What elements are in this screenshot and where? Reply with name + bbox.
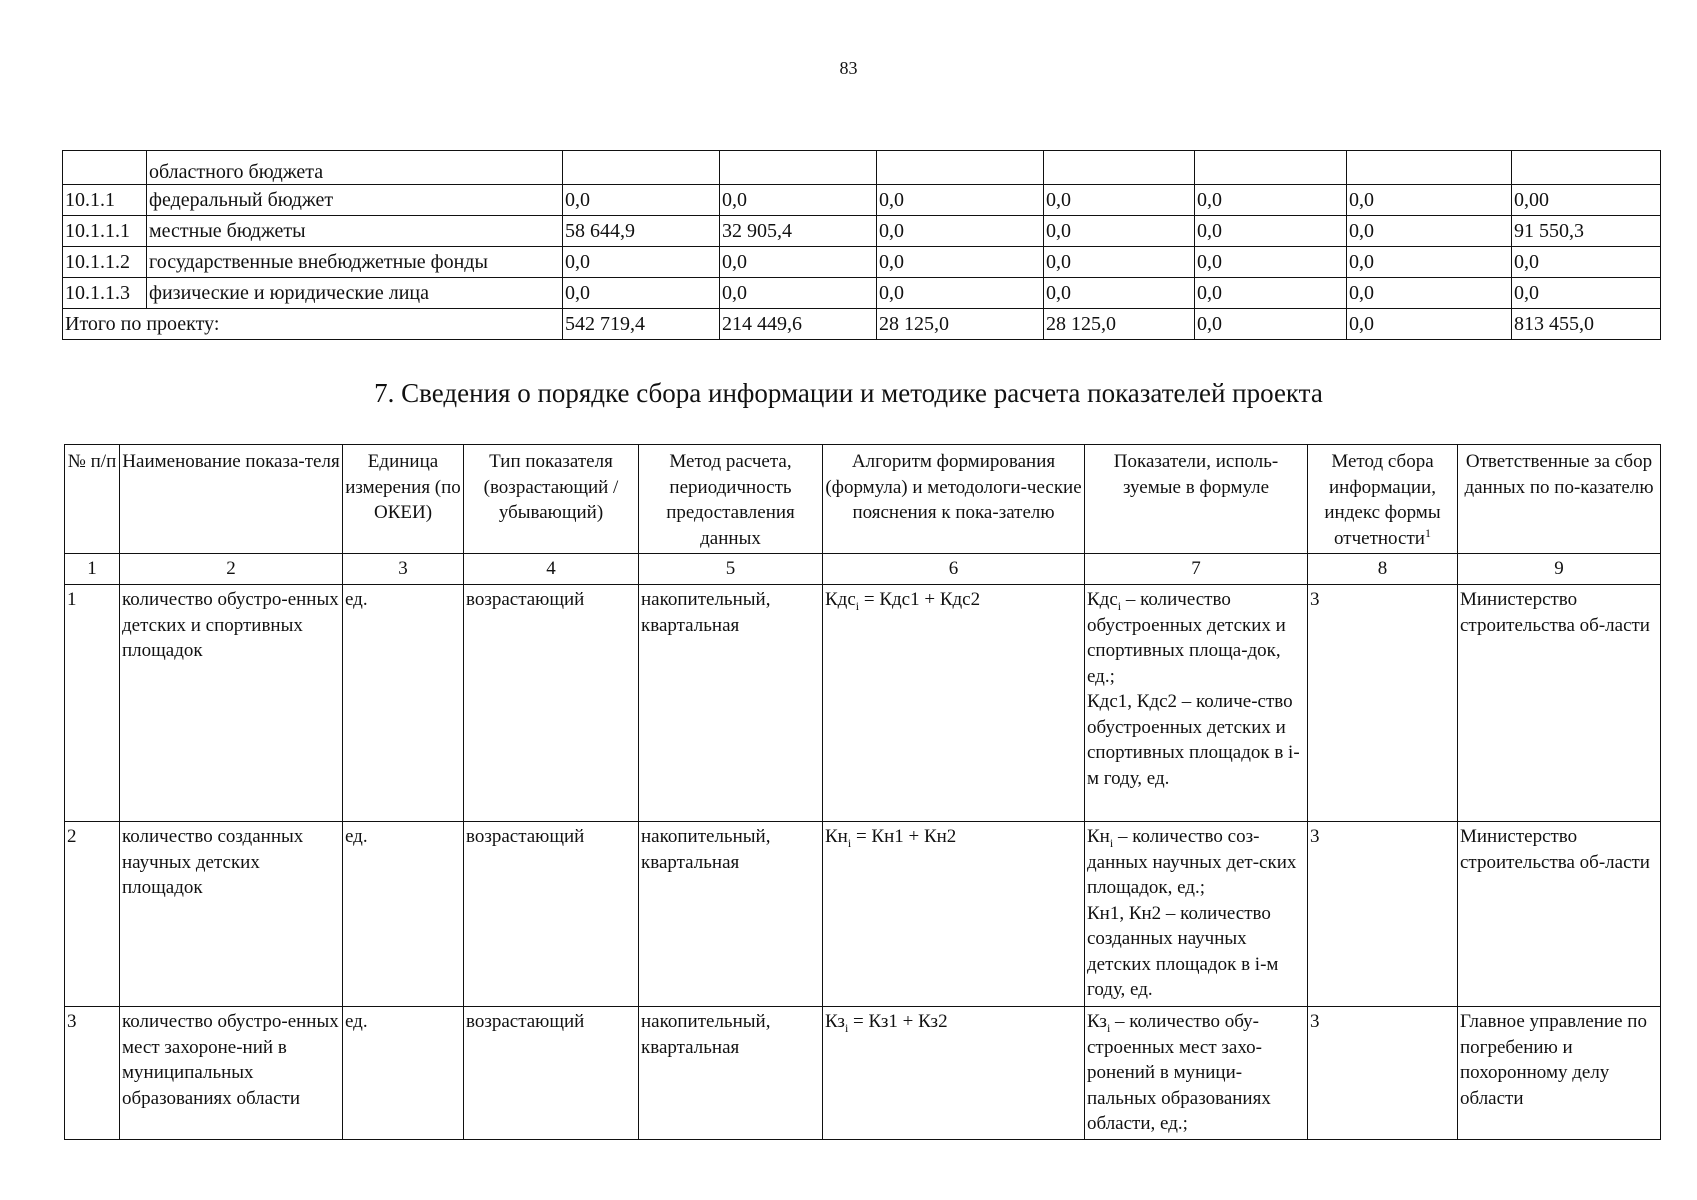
column-number: 4 [464, 554, 639, 585]
budget-row [63, 278, 1661, 309]
indicator-variables [1085, 585, 1308, 822]
budget-value-cell: 0,0 [1347, 278, 1512, 309]
budget-table [62, 150, 1661, 340]
formula-subscript: i [847, 835, 852, 850]
budget-total-value: 542 719,4 [563, 309, 720, 340]
page-number: 83 [839, 58, 858, 78]
indicator-method: накопительный, квартальная [639, 822, 823, 1007]
column-number: 1 [65, 554, 120, 585]
indicator-unit: ед. [343, 1007, 464, 1140]
indicator-name: количество обустро-енных мест захороне-ний в муниципальных образованиях области [120, 1007, 343, 1140]
budget-value-cell [1347, 151, 1512, 185]
column-number: 7 [1085, 554, 1308, 585]
indicator-row [65, 822, 1661, 1007]
column-header [343, 445, 464, 554]
column-header [1458, 445, 1661, 554]
indicator-formula [823, 585, 1085, 822]
indicator-responsible: Министерство строительства об-ласти [1458, 822, 1661, 1007]
budget-value-cell: 0,0 [1195, 278, 1347, 309]
indicator-row [65, 1007, 1661, 1140]
indicator-number: 2 [65, 822, 120, 1007]
section-title: 7. Сведения о порядке сбора информации и методике расчета показателей проекта [374, 378, 1323, 408]
column-number: 8 [1308, 554, 1458, 585]
column-header [1308, 445, 1458, 554]
budget-row [63, 185, 1661, 216]
indicator-collection-method: 3 [1308, 585, 1458, 822]
indicator-number: 3 [65, 1007, 120, 1140]
column-header-label: Метод сбора информации, индекс формы отчетности [1324, 451, 1441, 549]
budget-total-value: 214 449,6 [720, 309, 877, 340]
budget-value-cell [563, 151, 720, 185]
variable-description: – количество соз-данных научных дет-ских площадок, ед.; [1087, 826, 1297, 898]
budget-value-cell: 0,0 [720, 185, 877, 216]
indicator-name: количество обустро-енных детских и спортивных площадок [120, 585, 343, 822]
indicator-method: накопительный, квартальная [639, 1007, 823, 1140]
budget-name-cell: областного бюджета [147, 151, 563, 185]
budget-value-cell: 0,0 [1044, 185, 1195, 216]
variable-symbol: Кдс [1087, 589, 1118, 610]
indicator-type: возрастающий [464, 585, 639, 822]
indicator-unit: ед. [343, 822, 464, 1007]
formula-subscript: i [844, 1020, 849, 1035]
indicator-formula [823, 1007, 1085, 1140]
variable-description-2: Кдс1, Кдс2 – количе-ство обустроенных детских и спортивных площадок в i-м году, ед. [1087, 691, 1300, 789]
column-number: 5 [639, 554, 823, 585]
budget-code-cell: 10.1.1.2 [63, 247, 147, 278]
budget-value-cell: 0,0 [563, 247, 720, 278]
budget-row [63, 216, 1661, 247]
budget-value-cell [720, 151, 877, 185]
budget-code-cell: 10.1.1 [63, 185, 147, 216]
budget-code-cell: 10.1.1.3 [63, 278, 147, 309]
budget-value-cell [1044, 151, 1195, 185]
indicator-responsible: Министерство строительства об-ласти [1458, 585, 1661, 822]
variable-subscript: i [1109, 835, 1114, 850]
budget-value-cell: 0,0 [1044, 247, 1195, 278]
indicator-number: 1 [65, 585, 120, 822]
indicator-responsible: Главное управление по погребению и похоронному делу области [1458, 1007, 1661, 1140]
formula-subscript: i [855, 598, 860, 613]
budget-value-cell [1512, 151, 1661, 185]
budget-value-cell: 0,0 [1195, 247, 1347, 278]
budget-value-cell [877, 151, 1044, 185]
variable-symbol: Кн [1087, 826, 1110, 847]
column-header-label: Показатели, исполь-зуемые в формуле [1113, 451, 1279, 498]
column-header [823, 445, 1085, 554]
indicator-unit: ед. [343, 585, 464, 822]
formula-rhs: = Кн1 + Кн2 [851, 826, 957, 847]
indicator-collection-method: 3 [1308, 822, 1458, 1007]
budget-value-cell: 0,0 [1195, 185, 1347, 216]
budget-value-cell: 0,0 [1512, 278, 1661, 309]
budget-value-cell: 0,0 [563, 278, 720, 309]
column-number: 6 [823, 554, 1085, 585]
column-number-row [65, 554, 1661, 585]
column-header-label: Ответственные за сбор данных по по-казателю [1464, 451, 1654, 498]
variable-description: – количество обу-строенных мест захо-ронений в муници-пальных образованиях области, ед.; [1087, 1011, 1271, 1134]
footnote-marker: 1 [1424, 525, 1431, 540]
header-row [65, 445, 1661, 554]
budget-value-cell: 0,0 [1512, 247, 1661, 278]
budget-value-cell: 0,0 [1347, 247, 1512, 278]
budget-total-value: 28 125,0 [877, 309, 1044, 340]
budget-code-cell [63, 151, 147, 185]
indicators-table [64, 444, 1661, 1140]
indicator-name: количество созданных научных детских площадок [120, 822, 343, 1007]
budget-value-cell: 0,0 [720, 247, 877, 278]
variable-subscript: i [1117, 598, 1122, 613]
budget-name-cell: федеральный бюджет [147, 185, 563, 216]
variable-description: – количество обустроенных детских и спортивных площа-док, ед.; [1087, 589, 1286, 687]
budget-value-cell: 0,0 [1347, 216, 1512, 247]
budget-value-cell: 0,0 [1044, 216, 1195, 247]
budget-value-cell: 0,0 [1347, 185, 1512, 216]
budget-row [63, 151, 1661, 185]
budget-total-value: 0,0 [1195, 309, 1347, 340]
budget-total-value: 0,0 [1347, 309, 1512, 340]
budget-row [63, 247, 1661, 278]
budget-name-cell: государственные внебюджетные фонды [147, 247, 563, 278]
budget-value-cell: 0,0 [1195, 216, 1347, 247]
budget-total-row [63, 309, 1661, 340]
budget-name-cell: физические и юридические лица [147, 278, 563, 309]
budget-name-cell: местные бюджеты [147, 216, 563, 247]
budget-total-value: 813 455,0 [1512, 309, 1661, 340]
budget-total-value: 28 125,0 [1044, 309, 1195, 340]
budget-value-cell: 91 550,3 [1512, 216, 1661, 247]
column-header [65, 445, 120, 554]
column-header [639, 445, 823, 554]
column-header-label: Тип показателя (возрастающий / убывающий) [483, 451, 619, 523]
formula-rhs: = Кз1 + Кз2 [848, 1011, 948, 1032]
budget-value-cell: 0,0 [1044, 278, 1195, 309]
column-number: 3 [343, 554, 464, 585]
column-header [1085, 445, 1308, 554]
budget-value-cell: 0,0 [720, 278, 877, 309]
budget-value-cell: 0,0 [877, 185, 1044, 216]
budget-value-cell: 0,0 [877, 278, 1044, 309]
budget-value-cell: 32 905,4 [720, 216, 877, 247]
indicator-formula [823, 822, 1085, 1007]
column-number: 2 [120, 554, 343, 585]
column-header [464, 445, 639, 554]
budget-value-cell: 0,0 [877, 216, 1044, 247]
column-header-label: Алгоритм формирования (формула) и методологи-ческие пояснения к пока-зателю [825, 451, 1082, 523]
column-header-label: № п/п [67, 451, 117, 472]
indicator-variables [1085, 1007, 1308, 1140]
column-number: 9 [1458, 554, 1661, 585]
column-header [120, 445, 343, 554]
indicator-method: накопительный, квартальная [639, 585, 823, 822]
formula-symbol: Кдс [825, 589, 856, 610]
variable-description-2: Кн1, Кн2 – количество созданных научных детских площадок в i-м году, ед. [1087, 902, 1279, 1000]
budget-value-cell: 0,0 [563, 185, 720, 216]
column-header-label: Единица измерения (по ОКЕИ) [345, 451, 461, 523]
formula-symbol: Кз [825, 1011, 845, 1032]
budget-value-cell: 0,0 [877, 247, 1044, 278]
indicator-type: возрастающий [464, 1007, 639, 1140]
column-header-label: Метод расчета, периодичность предоставления данных [666, 451, 795, 549]
indicator-variables [1085, 822, 1308, 1007]
column-header-label: Наименование показа-теля [122, 451, 340, 472]
budget-total-label: Итого по проекту: [63, 309, 563, 340]
formula-symbol: Кн [825, 826, 848, 847]
indicator-row [65, 585, 1661, 822]
budget-value-cell [1195, 151, 1347, 185]
indicator-type: возрастающий [464, 822, 639, 1007]
variable-symbol: Кз [1087, 1011, 1107, 1032]
budget-value-cell: 0,00 [1512, 185, 1661, 216]
budget-code-cell: 10.1.1.1 [63, 216, 147, 247]
variable-subscript: i [1106, 1020, 1111, 1035]
formula-rhs: = Кдс1 + Кдс2 [859, 589, 981, 610]
budget-value-cell: 58 644,9 [563, 216, 720, 247]
indicator-collection-method: 3 [1308, 1007, 1458, 1140]
